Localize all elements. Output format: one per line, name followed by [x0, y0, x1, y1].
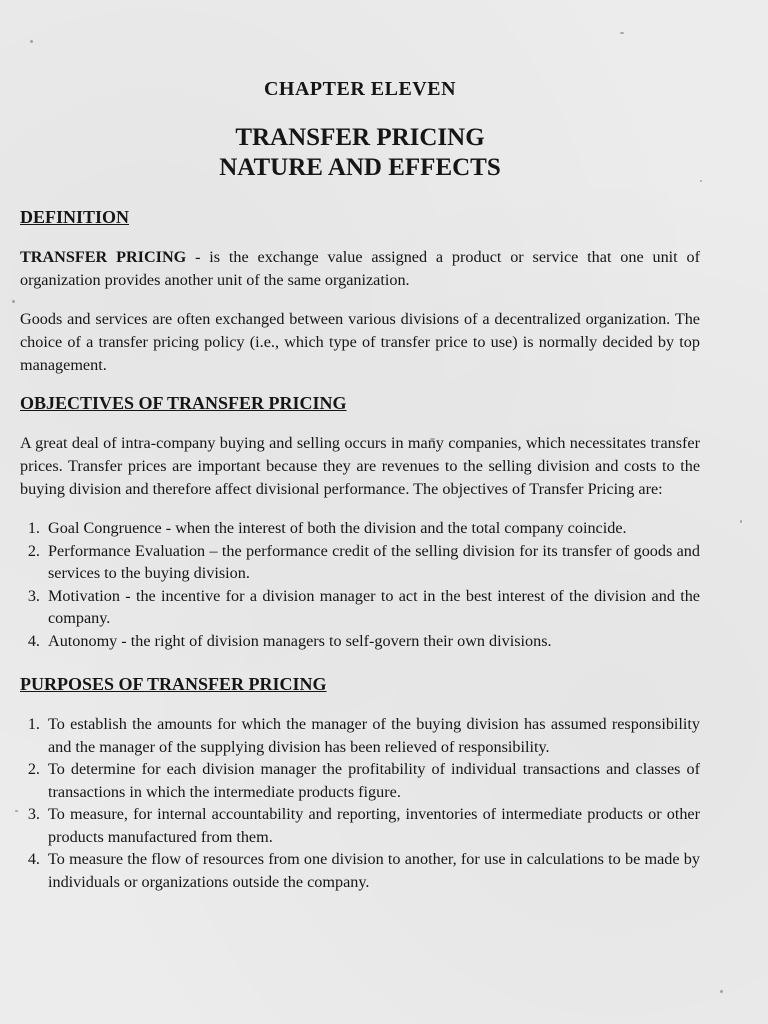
title-line-2: NATURE AND EFFECTS [219, 154, 501, 181]
decentralized-paragraph: Goods and services are often exchanged between various divisions of a decentralized organization. The choice of a transfer pricing policy (i.e., which type of transfer price to use) is normally decided by top management. [20, 310, 700, 374]
definition-paragraph [20, 246, 700, 292]
purposes-heading: PURPOSES OF TRANSFER PRICING [20, 674, 327, 694]
purpose-item: 2. To determine for each division manager the profitability of individual transactions and classes of transactions in which the intermediate products figure. [44, 758, 700, 803]
objectives-heading: OBJECTIVES OF TRANSFER PRICING [20, 393, 347, 413]
chapter-heading: CHAPTER ELEVEN [263, 78, 457, 100]
purpose-item: 3. To measure, for internal accountability and reporting, inventories of intermediate products or other products manufactured from them. [44, 803, 700, 848]
scan-speck [700, 180, 702, 182]
purpose-item: 1. To establish the amounts for which the manager of the buying division has assumed responsibility and the manager of the supplying division has been relieved of responsibility. [44, 713, 700, 758]
document-title [20, 123, 700, 183]
scan-speck [620, 32, 624, 34]
objective-item: 3. Motivation - the incentive for a division manager to act in the best interest of the division and the company. [44, 585, 700, 630]
purpose-item: 4. To measure the flow of resources from one division to another, for use in calculations to be made by individuals or organizations outside the company. [44, 848, 700, 893]
scan-speck [740, 520, 742, 523]
title-line-1: TRANSFER PRICING [235, 124, 485, 151]
document-body [20, 78, 700, 915]
objective-item: 1. Goal Congruence - when the interest of both the division and the total company coincide. [44, 517, 700, 540]
definition-heading: DEFINITION [20, 207, 130, 227]
definition-term: TRANSFER PRICING [20, 248, 187, 266]
scan-speck [720, 990, 723, 993]
scan-speck [30, 40, 33, 43]
scan-speck [15, 810, 18, 812]
definition-text: - is the exchange value assigned a product or service that one unit of organization provides another unit of the same organization. [20, 248, 700, 289]
objectives-intro: A great deal of intra-company buying and selling occurs in many companies, which necessitates transfer prices. Transfer prices are important because they are revenues to the selling division and costs to the buying division and therefore affect divisional performance. The objectives of Transfer Pricing are: [20, 434, 700, 498]
objectives-list [20, 517, 700, 652]
purposes-list [20, 713, 700, 893]
scan-speck [12, 300, 15, 303]
objective-item: 2. Performance Evaluation – the performance credit of the selling division for its transfer of goods and services to the buying division. [44, 540, 700, 585]
objective-item: 4. Autonomy - the right of division managers to self-govern their own divisions. [44, 630, 700, 653]
